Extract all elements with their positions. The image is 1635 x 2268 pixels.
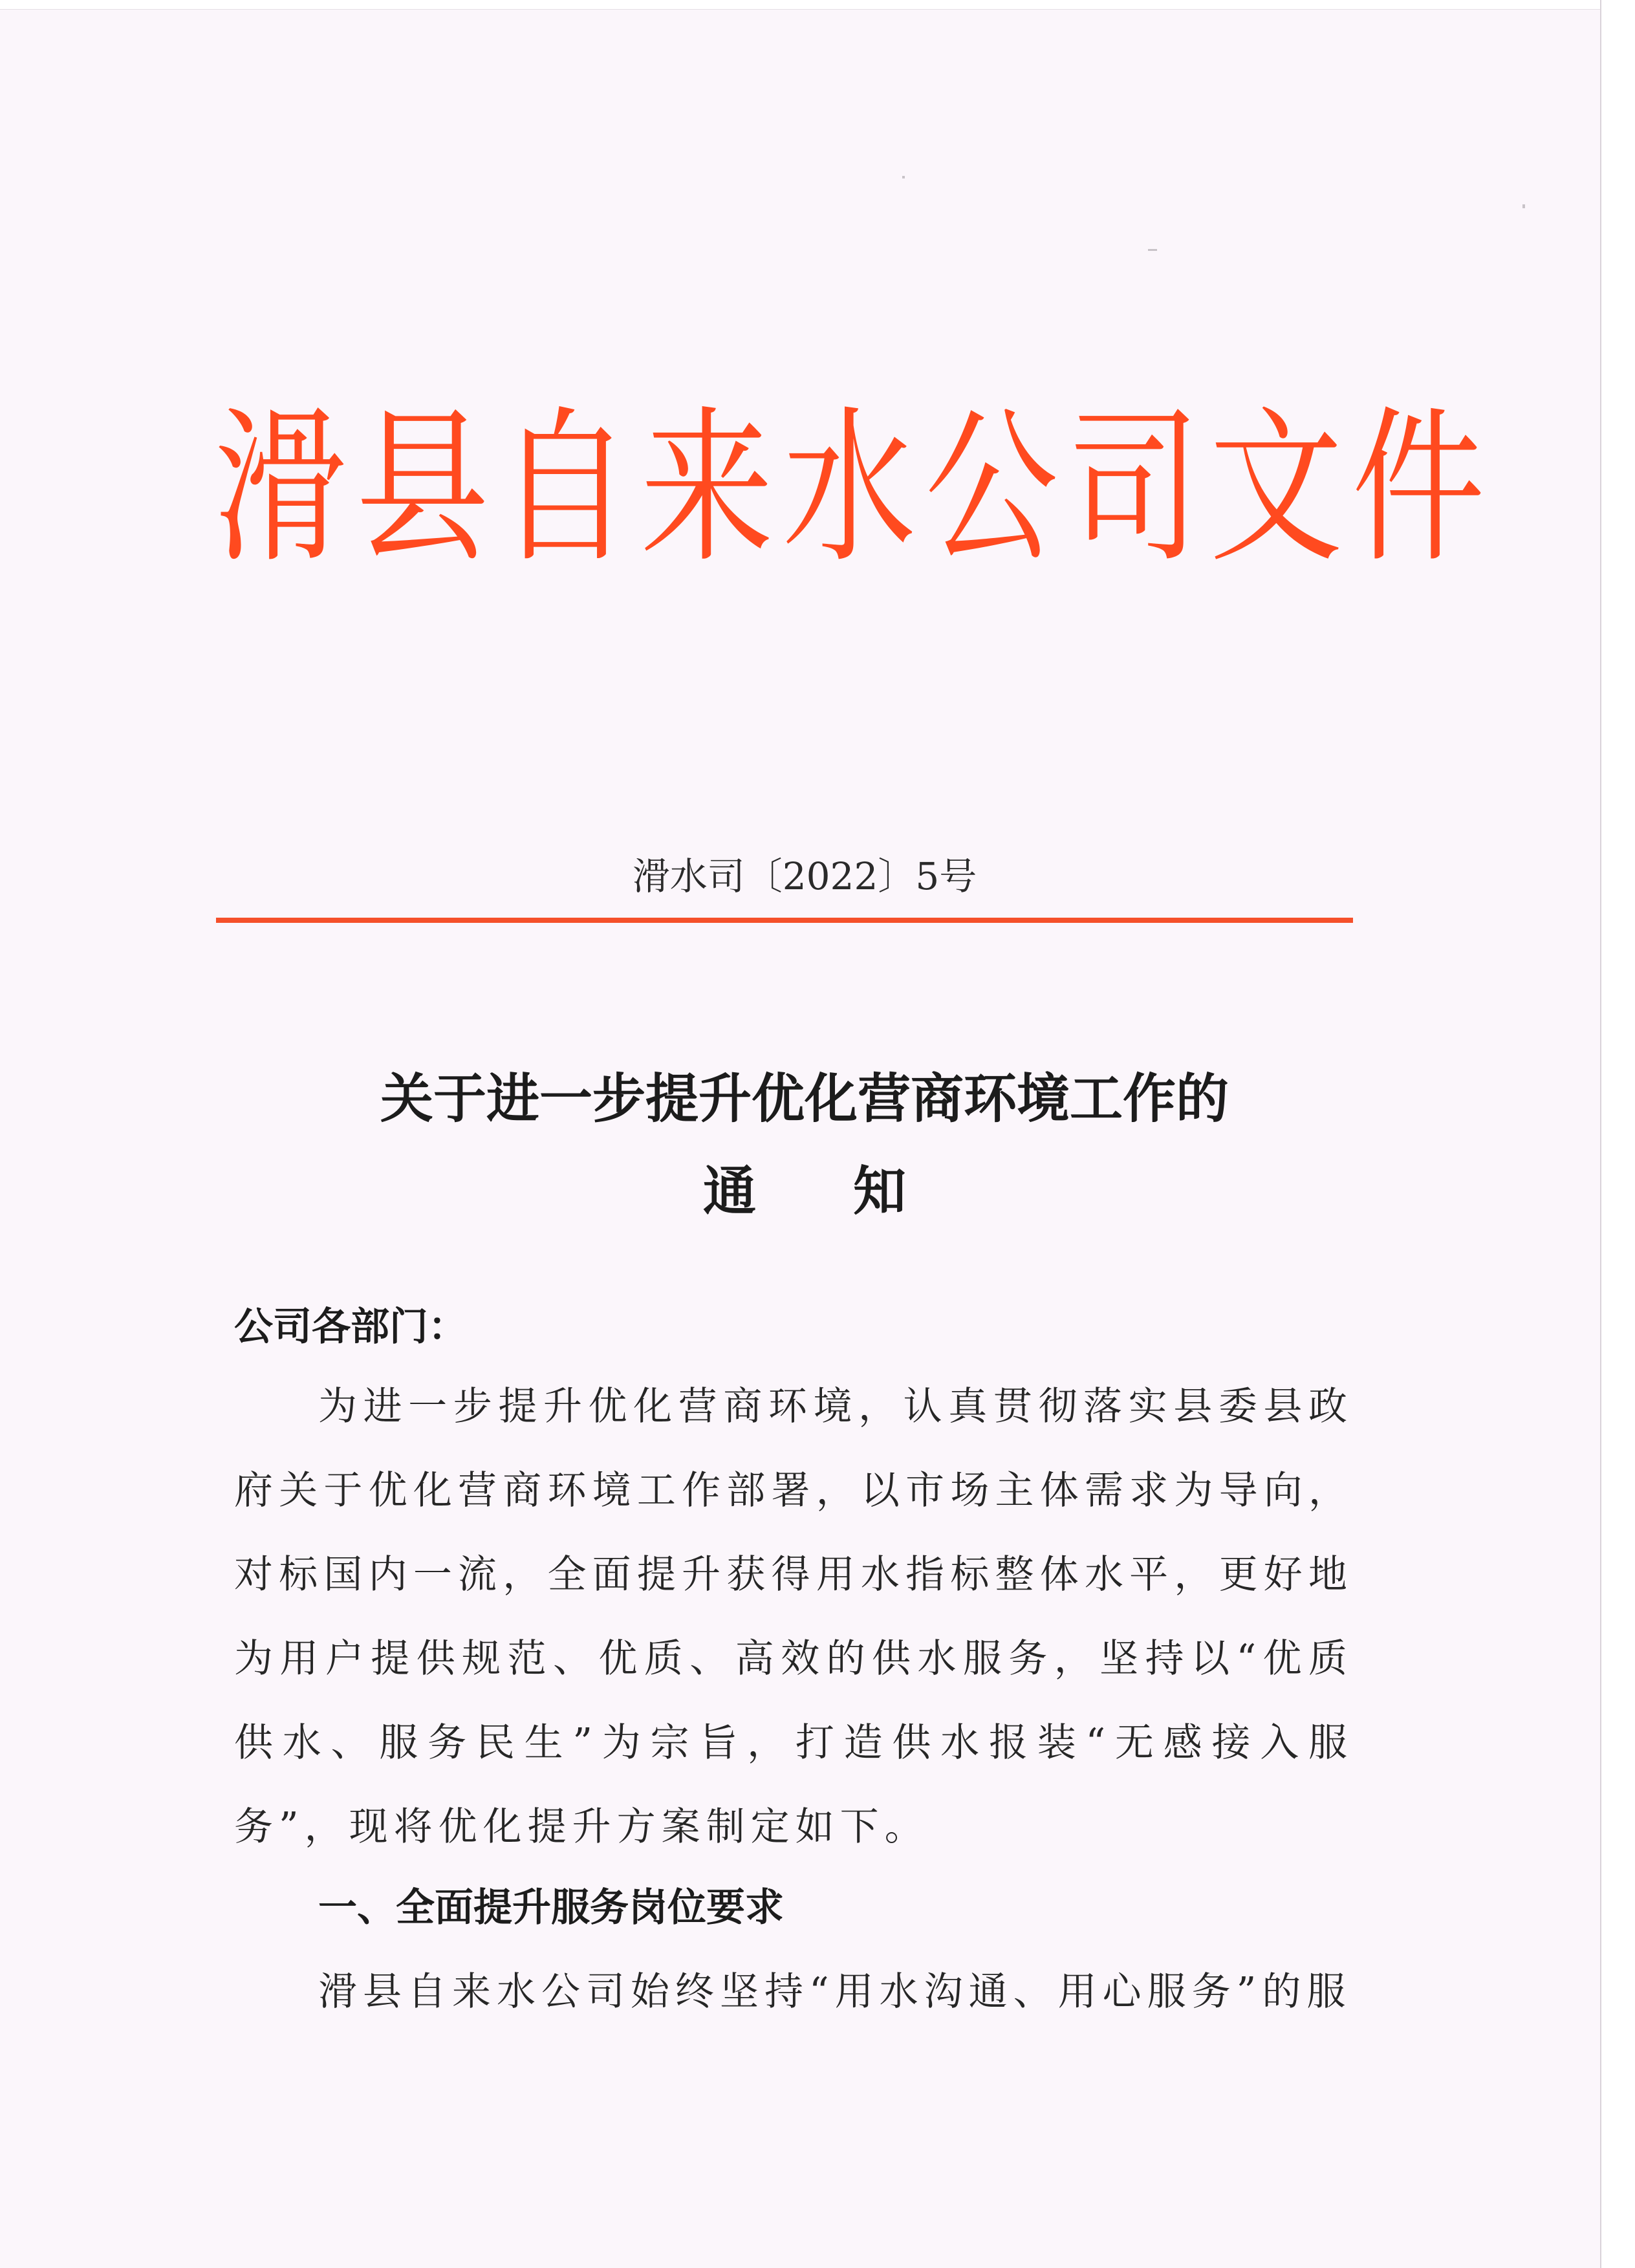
red-divider-rule: [216, 918, 1353, 923]
page-top-edge: [0, 0, 1635, 10]
scan-speck: [1148, 249, 1157, 251]
notice-title-line-2: 通知: [702, 1161, 1003, 1222]
body-paragraph-1: 为进一步提升优化营商环境，认真贯彻落实县委县政府关于优化营商环境工作部署，以市场主体需求为导向，对标国内一流，全面提升获得用水指标整体水平，更好地为用户提供规范、优质、高效的供水服务，坚持以“优质供水、服务民生”为宗旨，打造供水报装“无感接入服务”，现将优化提升方案制定如下。: [234, 1384, 1353, 1850]
notice-title-line-1: 关于进一步提升优化营商环境工作的: [380, 1068, 1229, 1130]
body-paragraph-2: 滑县自来水公司始终坚持“用水沟通、用心服务”的服: [318, 1969, 1352, 2014]
document-number: 滑水司〔2022〕5号: [632, 854, 977, 898]
scan-speck: [902, 176, 905, 178]
section-heading-1: 一、全面提升服务岗位要求: [318, 1885, 784, 1930]
masthead-title: 滑县自来水公司文件: [213, 391, 1495, 585]
salutation: 公司各部门：: [234, 1304, 467, 1350]
scan-speck: [1522, 204, 1525, 208]
